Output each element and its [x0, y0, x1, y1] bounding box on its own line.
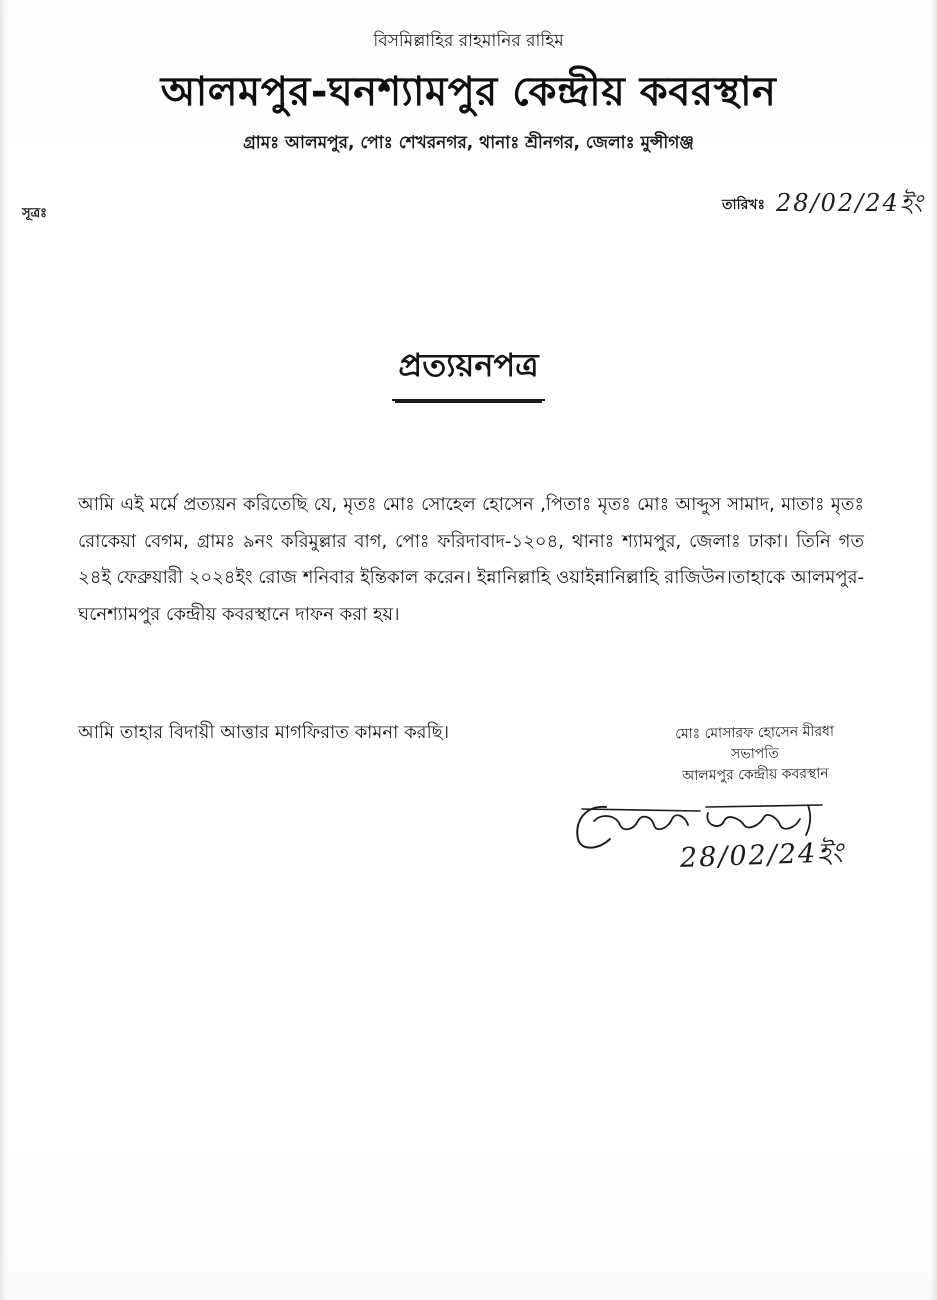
signatory-stamp — [609, 720, 900, 788]
signatory-name: মোঃ মোসারফ হোসেন মীরধা — [675, 723, 835, 743]
page-edge-shadow-left — [0, 0, 6, 1300]
signatory-organization: আলমপুর কেন্দ্রীয় কবরস্থান — [681, 765, 829, 785]
organization-name: আলমপুর-ঘনশ্যামপুর কেন্দ্রীয় কবরস্থান — [160, 69, 777, 115]
signature-date-handwritten: 28/02/24ইং — [679, 837, 846, 874]
signatory-designation: সভাপতি — [730, 745, 780, 763]
document-title — [0, 340, 937, 401]
closing-prayer-text: আমি তাহার বিদায়ী আত্তার মাগফিরাত কামনা করছি। — [78, 722, 450, 743]
certificate-body-text: আমি এই মর্মে প্রত্যয়ন করিতেছি যে, মৃতঃ মোঃ সোহেল হোসেন ,পিতাঃ মৃতঃ মোঃ আব্দুস সামাদ, মাতাঃ মৃতঃ রোকেয়া বেগম, গ্রামঃ ৯নং করিমুল্লার বাগ, পোঃ ফরিদাবাদ-১২০৪, থানাঃ শ্যামপুর, জেলাঃ ঢাকা। তিনি গত ২৪ই ফেব্রুয়ারী ২০২৪ইং রোজ শনিবার ইন্তিকাল করেন। ইন্নানিল্লাহি ওয়াইন্নানিল্লাহি রাজিউন।তাহাকে আলমপুর-ঘনেশ্যামপুর কেন্দ্রীয় কবরস্থানে দাফন করা হয়। — [78, 494, 864, 625]
bismillah-line: বিসমিল্লাহির রাহমানির রাহিম — [373, 31, 564, 51]
date-label: তারিখঃ — [722, 197, 765, 213]
reference-label: সূত্রঃ — [22, 206, 48, 221]
date-value-handwritten: 28/02/24ইং — [776, 189, 925, 217]
organization-address: গ্রামঃ আলমপুর, পোঃ শেখরনগর, থানাঃ শ্রীনগর, জেলাঃ মুন্সীগঞ্জ — [243, 133, 694, 153]
date-row — [722, 185, 932, 225]
document-title-text: প্রত্যয়নপত্র — [392, 340, 544, 401]
